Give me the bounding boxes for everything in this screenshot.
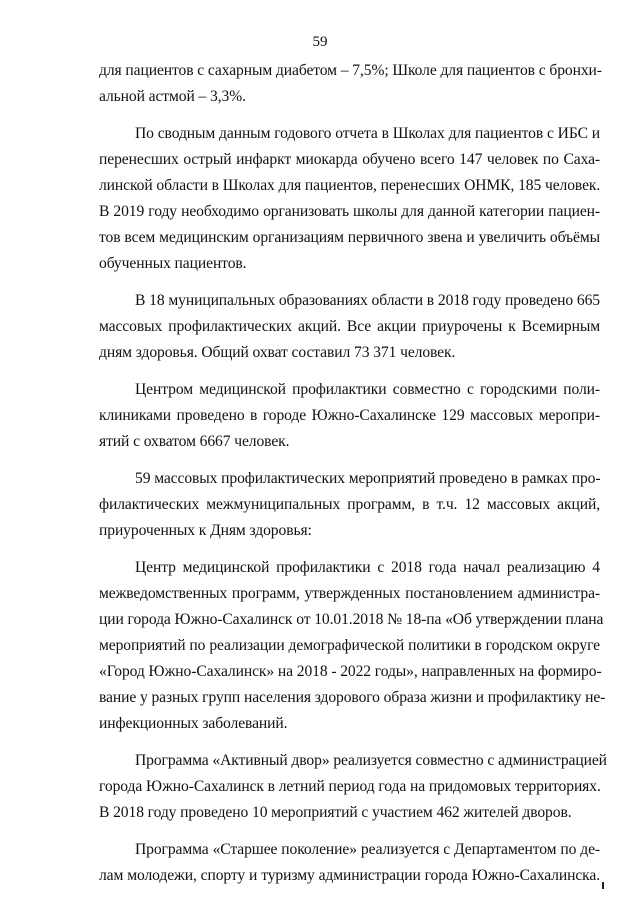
text-line: клиниками проведено в городе Южно-Сахалинске 129 массовых меропри- — [99, 407, 600, 424]
text-line: ятий с охватом 6667 человек. — [99, 433, 290, 450]
paragraph — [99, 466, 600, 544]
text-line: Программа «Активный двор» реализуется совместно с администрацией — [135, 752, 607, 769]
text-line: ции города Южно-Сахалинск от 10.01.2018 № 18-па «Об утверждении плана — [99, 611, 604, 628]
text-line: инфекционных заболеваний. — [99, 715, 288, 732]
text-line: филактических межмуниципальных программ, в т.ч. 12 массовых акций, — [99, 496, 600, 513]
text-line: для пациентов с сахарным диабетом – 7,5%; Школе для пациентов с бронхи- — [99, 62, 602, 79]
text-line: межведомственных программ, утвержденных постановлением администра- — [99, 585, 600, 602]
text-line: альной астмой – 3,3%. — [99, 88, 246, 105]
text-line: города Южно-Сахалинск в летний период года на придомовых территориях. — [99, 778, 601, 795]
text-line: перенесших острый инфаркт миокарда обучено всего 147 человек по Саха- — [99, 151, 600, 168]
text-line: По сводным данным годового отчета в Школах для пациентов с ИБС и — [135, 125, 600, 142]
text-line: вание у разных групп населения здорового образа жизни и профилактику не- — [99, 689, 606, 706]
paragraph — [99, 288, 600, 366]
text-line: В 2018 году проведено 10 мероприятий с участием 462 жителей дворов. — [99, 804, 572, 821]
paragraph — [99, 58, 600, 110]
text-line: Центром медицинской профилактики совместно с городскими поли- — [135, 381, 600, 398]
text-line: Программа «Старшее поколение» реализуется с Департаментом по де- — [135, 841, 600, 858]
paragraph — [99, 555, 606, 737]
text-line: дням здоровья. Общий охват составил 73 371 человек. — [99, 344, 456, 361]
text-line: массовых профилактических акций. Все акции приурочены к Всемирным — [99, 318, 600, 335]
scan-edge-mark — [602, 882, 604, 889]
text-line: линской области в Школах для пациентов, перенесших ОНМК, 185 человек. — [99, 177, 601, 194]
text-line: обученных пациентов. — [99, 255, 247, 272]
page-number: 59 — [312, 34, 328, 50]
paragraph — [99, 121, 600, 277]
text-line: лам молодежи, спорту и туризму администрации города Южно-Сахалинска. — [99, 867, 600, 884]
text-line: 59 массовых профилактических мероприятий проведено в рамках про- — [135, 470, 601, 487]
body-text — [99, 58, 607, 889]
text-line: В 18 муниципальных образованиях области в 2018 году проведено 665 — [135, 292, 600, 309]
text-line: Центр медицинской профилактики с 2018 года начал реализацию 4 — [135, 559, 600, 576]
text-line: приуроченных к Дням здоровья: — [99, 522, 312, 539]
text-line: В 2019 году необходимо организовать школы для данной категории пациен- — [99, 203, 600, 220]
text-line: мероприятий по реализации демографической политики в городском округе — [99, 637, 600, 654]
paragraph — [99, 748, 607, 826]
text-line: «Город Южно-Сахалинск» на 2018 - 2022 годы», направленных на формиро- — [99, 663, 602, 680]
text-line: тов всем медицинским организациям первичного звена и увеличить объёмы — [99, 229, 600, 246]
paragraph — [99, 837, 600, 889]
paragraph — [99, 377, 600, 455]
